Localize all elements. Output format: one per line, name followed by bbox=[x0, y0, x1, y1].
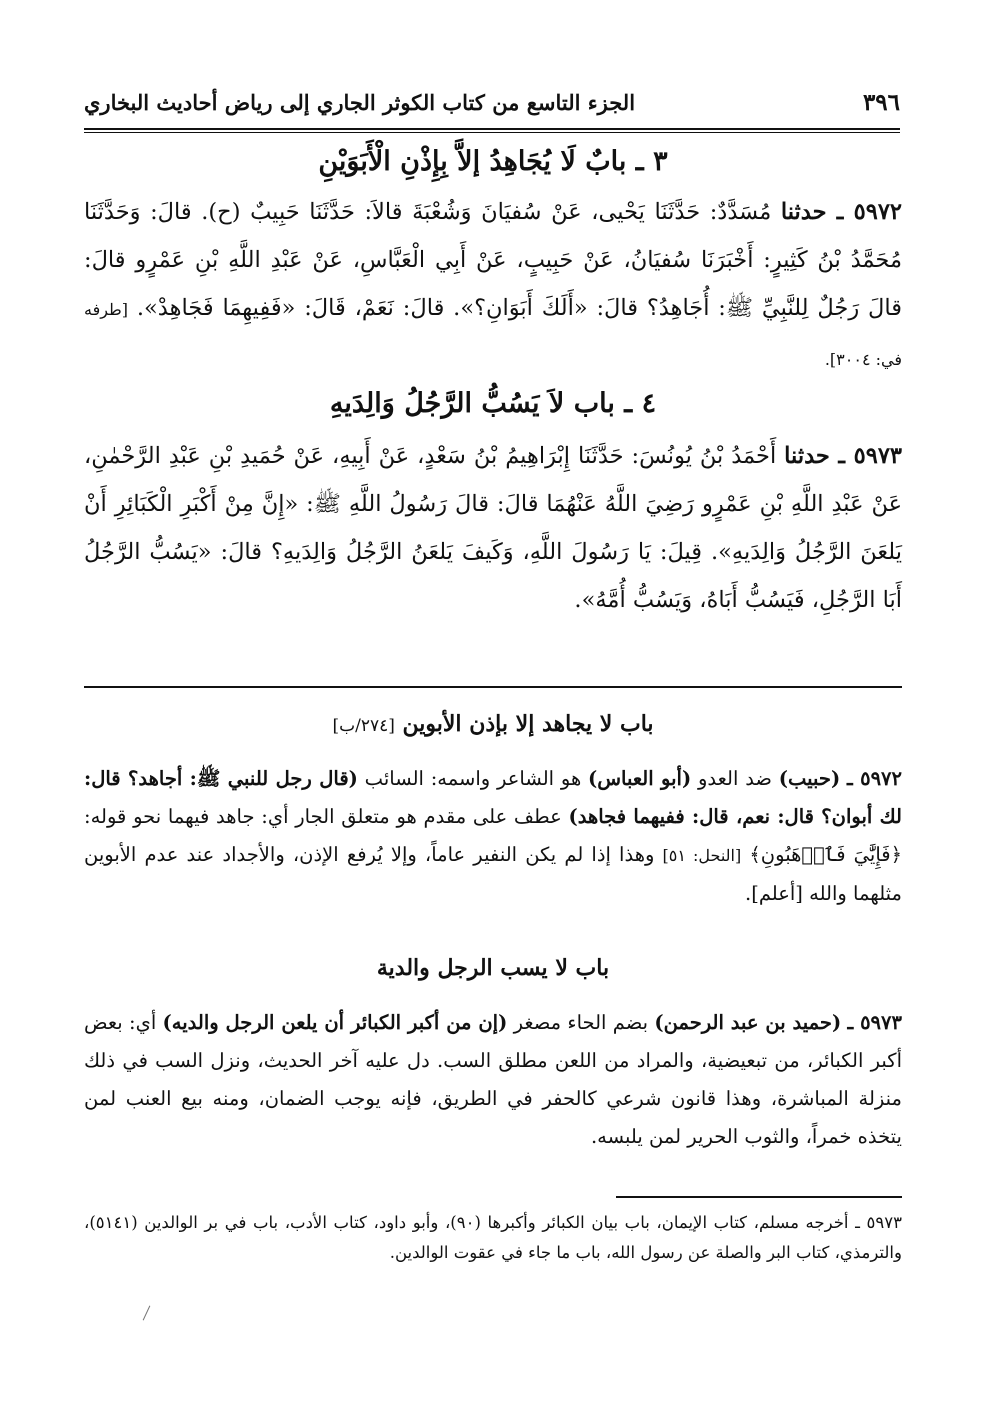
commentary-5972 bbox=[84, 760, 902, 913]
commentary-heading-2: باب لا يسب الرجل والدية bbox=[376, 955, 610, 981]
hadith-number: ٥٩٧٣ ـ حدثنا bbox=[784, 443, 902, 469]
commentary-number: ٥٩٧٢ ـ bbox=[847, 767, 903, 790]
commentary-heading-1 bbox=[84, 704, 902, 746]
bab-4-heading: ٤ ـ باب لاَ يَسُبُّ الرَّجُلُ وَالِدَيهِ bbox=[329, 388, 657, 419]
commentary-divider bbox=[84, 686, 902, 688]
gloss: هو الشاعر واسمه: السائب bbox=[364, 767, 582, 790]
term: (أبو العباس) bbox=[588, 767, 692, 790]
term: (حميد بن عبد الرحمن) bbox=[654, 1011, 842, 1034]
term: (حبيب) bbox=[778, 767, 841, 790]
verse-reference: [النحل: ٥١] bbox=[662, 846, 742, 865]
hadith-5972-text bbox=[84, 188, 902, 384]
footnote-rule bbox=[616, 1196, 902, 1198]
quran-verse: ﴿فَإِيَّٰيَ فَٱرۡهَبُونِ﴾ bbox=[749, 843, 903, 866]
header-rule-thin bbox=[84, 132, 900, 133]
commentary-title: باب لا يجاهد إلا بإذن الأبوين bbox=[402, 711, 654, 737]
hadith-5973-text bbox=[84, 432, 902, 624]
bab-3-heading: ٣ ـ بابٌ لَا يُجَاهِدُ إلاَّ بِإِذْنِ الْأَبَوَيْنِ bbox=[318, 146, 668, 177]
term: (إن من أكبر الكبائر أن يلعن الرجل والديه) bbox=[162, 1011, 508, 1034]
gloss: وهذا إذا لم يكن النفير عاماً، وإلا يُرفع الإذن، والأجداد عند عدم الأبوين مثلهما والله [أعلم]. bbox=[84, 843, 902, 905]
hadith-number: ٥٩٧٢ ـ حدثنا bbox=[780, 199, 902, 225]
scan-mark bbox=[143, 1306, 151, 1321]
commentary-number: ٥٩٧٣ ـ bbox=[847, 1011, 902, 1034]
running-header bbox=[84, 82, 900, 122]
header-rule bbox=[84, 128, 900, 130]
hadith-body: مُسَدَّدٌ: حَدَّثَنَا يَحْيى، عَنْ سُفيَانَ وَشُعْبَةَ قالاَ: حَدَّثَنَا حَبِيبٌ (ح). قالَ: وَحَدَّثَنَا مُحَمَّدُ بْنُ كَثِيرٍ: أَخْبَرَنَا سُفيَانُ، عَنْ حَبِيبٍ، عَنْ أَبِي الْعَبَّاسِ، عَنْ عَبْدِ اللَّهِ بْنِ عَمْرٍو قالَ: قالَ رَجُلٌ لِلنَّبِيِّ ﷺ: أُجَاهِدُ؟ قالَ: «أَلَكَ أَبَوَانِ؟». قالَ: نَعَمْ، قَالَ: «فَفِيهِمَا فَجَاهِدْ». bbox=[84, 199, 902, 321]
gloss: أي: بعض أكبر الكبائر، من تبعيضية، والمراد من اللعن مطلق السب. دل عليه آخر الحديث، ونزل السب في ذلك منزلة المباشرة، وهذا قانون شرعي كالحفر في الطريق، فإنه يوجب الضمان، ومنه بيع العنب لمن يتخذه خمراً، والثوب الحرير لمن يلبسه. bbox=[84, 1011, 902, 1148]
gloss: عطف على مقدم هو متعلق الجار أي: جاهد فيهما نحو قوله: bbox=[84, 805, 562, 828]
footnote: ٥٩٧٣ ـ أخرجه مسلم، كتاب الإيمان، باب بيان الكبائر وأكبرها (٩٠)، وأبو داود، كتاب الأدب، باب في بر الوالدين (٥١٤١)، والترمذي، كتاب البر والصلة عن رسول الله، باب ما جاء في عقوت الوالدين. bbox=[84, 1213, 902, 1262]
commentary-5973 bbox=[84, 1004, 902, 1156]
cross-reference: [طرفه في: ٣٠٠٤]. bbox=[84, 300, 902, 369]
term: (قال رجل للنبي ﷺ: أجاهد؟ قال: لك أبوان؟ قال: نعم، قال: ففيهما فجاهد) bbox=[84, 767, 902, 828]
hadith-body: أَحْمَدُ بْنُ يُونُسَ: حَدَّثَنَا إِبْرَاهِيمُ بْنُ سَعْدٍ، عَنْ أَبِيهِ، عَنْ حُمَيدِ بْنِ عَبْدِ الرَّحْمٰنِ، عَنْ عَبْدِ اللَّهِ بْنِ عَمْرٍو رَضِيَ اللَّهُ عَنْهُمَا قالَ: قالَ رَسُولُ اللَّهِ ﷺ: «إِنَّ مِنْ أَكْبَرِ الْكَبَائِرِ أَنْ يَلعَنَ الرَّجُلُ وَالِدَيهِ». قِيلَ: يَا رَسُولَ اللَّهِ، وَكَيفَ يَلعَنُ الرَّجُلُ وَالِدَيهِ؟ قالَ: «يَسُبُّ الرَّجُلُ أَبَا الرَّجُلِ، فَيَسُبُّ أَبَاهُ، وَيَسُبُّ أُمَّهُ». bbox=[84, 443, 902, 613]
folio-marker: [٢٧٤/ب] bbox=[332, 716, 395, 736]
running-title: الجزء التاسع من كتاب الكوثر الجاري إلى رياض أحاديث البخاري bbox=[84, 89, 636, 115]
page-number: ٣٩٦ bbox=[862, 88, 900, 116]
gloss: ضد العدو bbox=[697, 767, 772, 790]
gloss: بضم الحاء مصغر bbox=[513, 1011, 649, 1034]
